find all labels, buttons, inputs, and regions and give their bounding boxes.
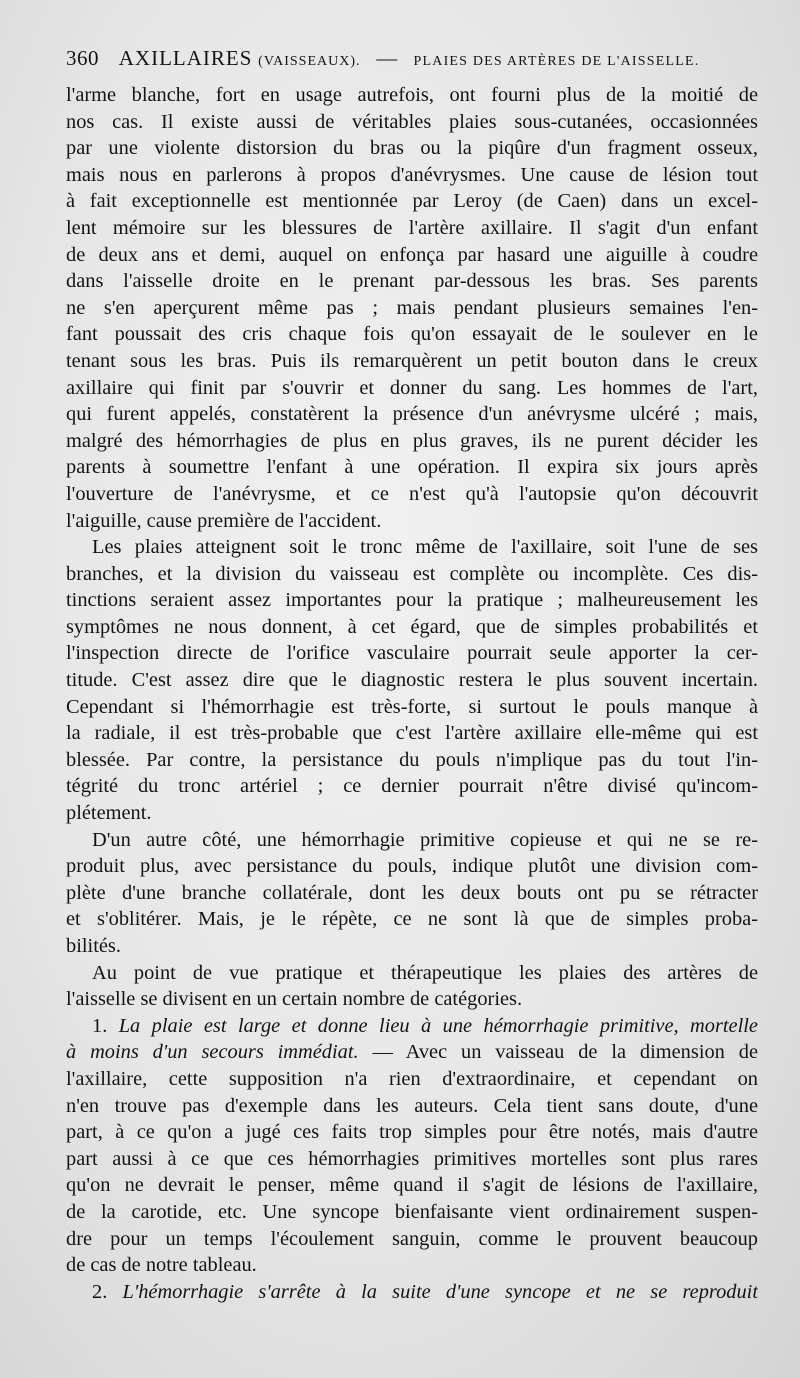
list-number: 2. [92,1280,108,1303]
line-text: qu'on ne devrait le penser, même quand il s'agit de lésions de l'axillaire, [66,1174,758,1197]
line-text: nos cas. Il existe aussi de véritables plaies sous-cutanées, occasionnées [66,110,758,133]
text-line [66,295,758,322]
line-text: — Avec un vaisseau de la dimension de [358,1041,758,1064]
text-line [66,1093,758,1120]
line-text: bilités. [66,935,121,957]
list-number: 1. [92,1014,108,1037]
text-line [66,667,758,694]
line-text: mais nous en parlerons à propos d'anévrysmes. Une cause de lésion tout [66,163,758,186]
header-section: PLAIES DES ARTÈRES DE L'AISSELLE. [413,54,700,69]
text-line [66,587,758,614]
line-text: parents à soumettre l'enfant à une opération. Il expira six jours après [66,456,758,479]
line-text: dre pour un temps l'écoulement sanguin, comme le prouvent beaucoup [66,1227,758,1250]
text-line [66,1199,758,1226]
italic-heading: L'hémorrhagie s'arrête à la suite d'une syncope et ne se reproduit [122,1280,758,1303]
italic-heading: La plaie est large et donne lieu à une hémorrhagie primitive, mortelle [118,1014,758,1037]
line-text: Au point de vue pratique et thérapeutique les plaies des artères de [92,961,758,984]
text-line [66,1013,758,1040]
text-line [66,242,758,269]
line-text: l'aisselle se divisent en un certain nombre de catégories. [66,988,523,1011]
line-text: malgré des hémorrhagies de plus en plus graves, ils ne purent décider les [66,429,758,452]
line-text: à fait exceptionnelle est mentionnée par Leroy (de Caen) dans un excel- [66,190,758,213]
text-line [66,188,758,215]
line-text: lent mémoire sur les blessures de l'artère axillaire. Il s'agit d'un enfant [66,216,758,239]
line-text: de la carotide, etc. Une syncope bienfaisante vient ordinairement suspen- [66,1200,758,1223]
text-line [66,401,758,428]
text-line [66,428,758,455]
text-line [66,1146,758,1173]
text-line [66,1039,758,1066]
line-text: et s'oblitérer. Mais, je le répète, ce ne sont là que de simples proba- [66,908,758,931]
line-text: l'inspection directe de l'orifice vasculaire pourrait seule apporter la cer- [66,642,758,665]
text-line [66,720,758,747]
line-text: Cependant si l'hémorrhagie est très-forte, si surtout le pouls manque à [66,695,758,718]
line-text: la radiale, il est très-probable que c'est l'artère axillaire elle-même qui est [66,722,758,745]
text-line [66,880,758,907]
line-text: l'aiguille, cause première de l'accident. [66,509,382,532]
text-line [66,694,758,721]
line-text: qui furent appelés, constatèrent la présence d'un anévrysme ulcéré ; mais, [66,403,758,426]
line-text: Les plaies atteignent soit le tronc même de l'axillaire, soit l'une de ses [92,536,758,559]
text-line [66,1119,758,1146]
line-text: symptômes ne nous donnent, à cet égard, que de simples probabilités et [66,615,758,638]
text-line [66,82,758,109]
line-text: titude. C'est assez dire que le diagnostic restera le plus souvent incertain. [66,669,758,692]
text-line [66,508,758,535]
text-line [66,986,758,1013]
text-line [66,640,758,667]
text-line [66,321,758,348]
text-line [66,534,758,561]
text-line [66,481,758,508]
body-text [66,82,758,1305]
text-line [66,800,758,827]
text-line [66,960,758,987]
italic-heading: à moins d'un secours immédiat. [66,1041,359,1064]
line-text: blessée. Par contre, la persistance du pouls n'implique pas du tout l'in- [66,748,758,771]
header-subtitle: (VAISSEAUX). [258,54,361,69]
line-text: tenant sous les bras. Puis ils remarquèrent un petit bouton dans le creux [66,349,758,372]
header-title: AXILLAIRES [118,46,253,70]
line-text: de deux ans et demi, auquel on enfonça par hasard une aiguille à coudre [66,243,758,266]
line-text: tégrité du tronc artériel ; ce dernier pourrait n'être divisé qu'incom- [66,775,758,798]
text-line [66,561,758,588]
text-line [66,109,758,136]
text-line [66,215,758,242]
line-text: produit plus, avec persistance du pouls, indique plutôt une division com- [66,855,758,878]
line-text: axillaire qui finit par s'ouvrir et donner du sang. Les hommes de l'art, [66,376,758,399]
text-line [66,1279,758,1306]
text-line [66,1172,758,1199]
line-text: plétement. [66,802,152,825]
line-text: D'un autre côté, une hémorrhagie primitive copieuse et qui ne se re- [92,828,758,851]
line-text: dans l'aisselle droite en le prenant par-dessous les bras. Ses parents [66,270,758,293]
text-line [66,933,758,960]
text-line [66,614,758,641]
text-line [66,773,758,800]
line-text: l'ouverture de l'anévrysme, et ce n'est qu'à l'autopsie qu'on découvrit [66,482,758,505]
text-line [66,747,758,774]
text-line [66,906,758,933]
line-text: part aussi à ce que ces hémorrhagies primitives mortelles sont plus rares [66,1147,758,1170]
text-line [66,1252,758,1279]
line-text: n'en trouve pas d'exemple dans les auteurs. Cela tient sans doute, d'une [66,1094,758,1117]
line-text: ne s'en aperçurent même pas ; mais pendant plusieurs semaines l'en- [66,296,758,319]
line-text: tinctions seraient assez importantes pour la pratique ; malheureusement les [66,589,758,612]
text-line [66,162,758,189]
line-text: par une violente distorsion du bras ou la piqûre d'un fragment osseux, [66,137,758,160]
line-text: fant poussait des cris chaque fois qu'on essayait de le soulever en le [66,323,758,346]
text-line [66,375,758,402]
header-dash: — [376,46,398,70]
line-text: plète d'une branche collatérale, dont les deux bouts ont pu se rétracter [66,881,758,904]
text-line [66,827,758,854]
line-text: branches, et la division du vaisseau est complète ou incomplète. Ces dis- [66,562,758,585]
text-line [66,268,758,295]
line-text: de cas de notre tableau. [66,1254,257,1277]
line-text: l'arme blanche, fort en usage autrefois, ont fourni plus de la moitié de [66,84,758,106]
text-line [66,1066,758,1093]
text-line [66,348,758,375]
text-line [66,135,758,162]
text-line [66,454,758,481]
text-line [66,853,758,880]
running-head [66,46,766,71]
page-number: 360 [66,46,99,70]
line-text: l'axillaire, cette supposition n'a rien d'extraordinaire, et cependant on [66,1067,758,1090]
line-text: part, à ce qu'on a jugé ces faits trop simples pour être notés, mais d'autre [66,1121,758,1144]
text-line [66,1226,758,1253]
